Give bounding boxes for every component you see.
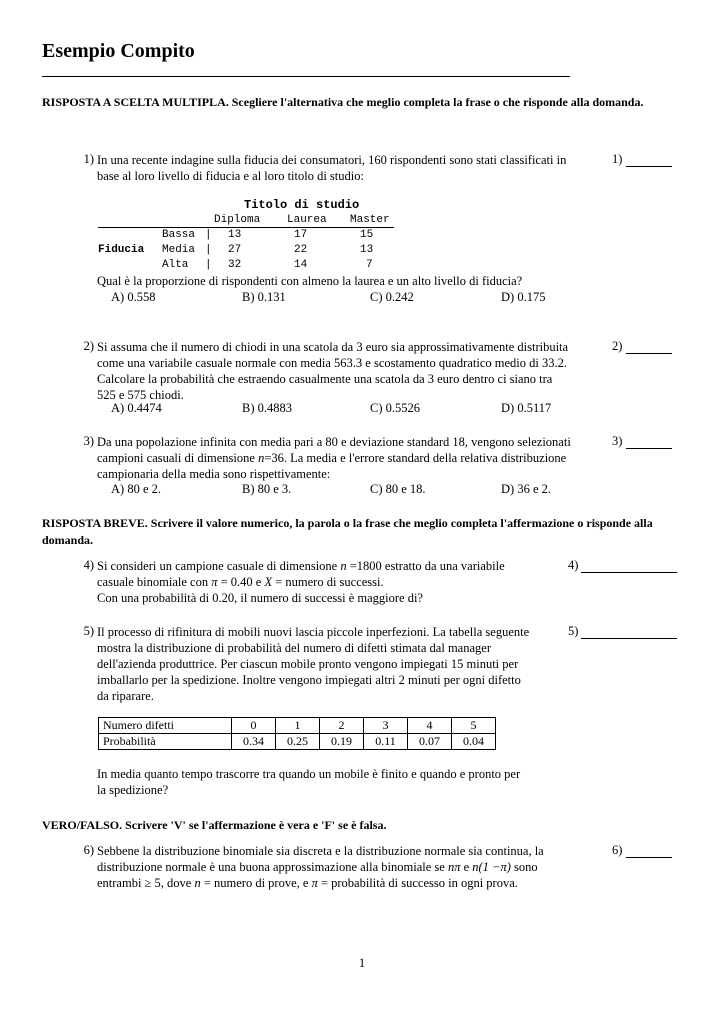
q1-row-label: Alta [162,259,189,271]
q5-line: dell'azienda produttrice. Per ciascun mobile pronto vengono impiegati 15 minuti per [97,657,519,671]
q3-line3: campionaria della media sono rispettivamente: [97,467,331,481]
q2-answer-blank[interactable] [612,339,680,354]
q5-answer-blank[interactable] [568,624,680,639]
q1-cell: 13 [228,229,242,241]
q2-option-c[interactable]: C) 0.5526 [370,401,420,415]
q5-probability-table [98,717,496,750]
q5-prob-cell: 0.34 [232,734,276,750]
q2-option-d[interactable]: D) 0.5117 [501,401,552,415]
q1-option-d[interactable]: D) 0.175 [501,290,546,304]
q5-q-line: In media quanto tempo trascorre tra quando un mobile è finito e quando e pronto per [97,767,521,781]
q1-col-header: Diploma [214,214,261,226]
q5-defects-cell: 4 [408,718,452,734]
q5-defects-cell: 2 [320,718,364,734]
q5-answer-label: 5) [568,624,579,638]
q6-line1: Sebbene la distribuzione binomiale sia discreta e la distribuzione normale sia continua, la [97,844,544,858]
q4-line2: casuale binomiale con π = 0.40 e X = numero di successi. [97,575,384,589]
q6-line2: distribuzione normale è una buona approssimazione alla binomiale se nπ e n(1 −π) sono [97,860,538,874]
q5-probability-row [99,734,496,750]
q1-cell: 27 [228,244,242,256]
q4-line3: Con una probabilità di 0.20, il numero di successi è maggiore di? [97,591,423,605]
q3-option-c[interactable]: C) 80 e 18. [370,482,426,496]
q3-option-b[interactable]: B) 80 e 3. [242,482,292,496]
q1-row-header: Fiducia [98,244,145,256]
title-rule [42,76,570,77]
q1-cell: 15 [360,229,374,241]
q4-answer-label: 4) [568,558,579,572]
q1-cell: 17 [294,229,308,241]
q4-line1: Si consideri un campione casuale di dimensione n =1800 estratto da una variabile [97,559,505,573]
q5-question [97,766,520,798]
q1-line2: base al loro livello di fiducia e al loro titolo di studio: [97,169,364,183]
q2-line: 525 e 575 chiodi. [97,388,184,402]
q5-prob-cell: 0.25 [276,734,320,750]
q1-row-label: Bassa [162,229,196,241]
q3-option-d[interactable]: D) 36 e 2. [501,482,551,496]
q2-line: Calcolare la probabilità che estraendo casualmente una scatola da 3 euro dentro ci siano tra [97,372,553,386]
q5-line: mostra la distribuzione di probabilità del numero di difetti stimata dal manager [97,641,491,655]
q1-header-row [98,214,394,228]
q4-answer-blank[interactable] [568,558,680,573]
q5-line: Il processo di rifinitura di mobili nuovi lascia piccole inperfezioni. La tabella seguente [97,625,530,639]
q1-cell: 13 [360,244,374,256]
q1-line1: In una recente indagine sulla fiducia dei consumatori, 160 rispondenti sono stati classificati in [97,153,567,167]
q3-number: 3) [83,434,94,448]
q3-line1: Da una popolazione infinita con media pari a 80 e deviazione standard 18, vengono selezionati [97,435,571,449]
q5-row-label: Numero difetti [99,718,232,734]
q5-line: imballarlo per la spedizione. Inoltre vengono impiegati altri 2 minuti per ogni difetto [97,673,521,687]
q1-col-header: Master [350,214,390,226]
q5-defects-cell: 1 [276,718,320,734]
q1-col-header: Laurea [287,214,327,226]
q5-q-line: la spedizione? [97,783,169,797]
q4-text [97,558,505,606]
q1-number: 1) [83,152,94,166]
q4-number: 4) [83,558,94,572]
q6-text [97,843,544,891]
q5-defects-cell: 0 [232,718,276,734]
q5-prob-cell: 0.07 [408,734,452,750]
q1-cell: 14 [294,259,308,271]
q1-option-b[interactable]: B) 0.131 [242,290,286,304]
q2-option-a[interactable]: A) 0.4474 [111,401,162,415]
q1-question: Qual è la proporzione di rispondenti con almeno la laurea e un alto livello di fiducia? [97,274,523,288]
page-number: 1 [358,956,366,970]
q3-answer-label: 3) [612,434,623,448]
q6-line3: entrambi ≥ 5, dove n = numero di prove, e π = probabilità di successo in ogni prova. [97,876,518,890]
q5-row-label: Probabilità [99,734,232,750]
q5-prob-cell: 0.19 [320,734,364,750]
q5-defects-cell: 5 [452,718,496,734]
page-title: Esempio Compito [42,40,195,62]
q1-cell: 32 [228,259,242,271]
q3-line2: campioni casuali di dimensione n=36. La media e l'errore standard della relativa distribuzione [97,451,567,465]
q6-answer-label: 6) [612,843,623,857]
q2-answer-label: 2) [612,339,623,353]
q3-answer-blank[interactable] [612,434,680,449]
q5-text [97,624,529,704]
q1-option-a[interactable]: A) 0.558 [111,290,156,304]
q5-line: da riparare. [97,689,154,703]
section-multiple-choice: RISPOSTA A SCELTA MULTIPLA. Scegliere l'alternativa che meglio completa la frase o che risponde alla domanda. [42,95,644,109]
q1-answer-label: 1) [612,152,623,166]
q1-table-title: Titolo di studio [244,198,360,212]
q5-number: 5) [83,624,94,638]
q5-prob-cell: 0.04 [452,734,496,750]
q5-defects-cell: 3 [364,718,408,734]
q3-option-a[interactable]: A) 80 e 2. [111,482,161,496]
q1-cell: 22 [294,244,308,256]
q2-line: come una variabile casuale normale con media 563.3 e scostamento quadratico medio di 33.2. [97,356,567,370]
q2-number: 2) [83,339,94,353]
section-true-false: VERO/FALSO. Scrivere 'V' se l'affermazione è vera e 'F' se è falsa. [42,818,387,832]
q6-number: 6) [83,843,94,857]
q1-row-label: Media [162,244,196,256]
q1-answer-blank[interactable] [612,152,680,167]
q1-text [97,152,566,184]
q2-line: Si assuma che il numero di chiodi in una scatola da 3 euro sia approssimativamente distribuita [97,340,569,354]
q2-option-b[interactable]: B) 0.4883 [242,401,292,415]
q2-text [97,339,568,403]
q5-defects-row [99,718,496,734]
q3-text [97,434,571,482]
q1-option-c[interactable]: C) 0.242 [370,290,414,304]
q1-cell: 7 [366,259,373,271]
q6-answer-blank[interactable] [612,843,680,858]
q5-prob-cell: 0.11 [364,734,408,750]
section-short-answer: RISPOSTA BREVE. Scrivere il valore numerico, la parola o la frase che meglio completa l'affermazione o risponde alla domanda. [42,516,653,547]
